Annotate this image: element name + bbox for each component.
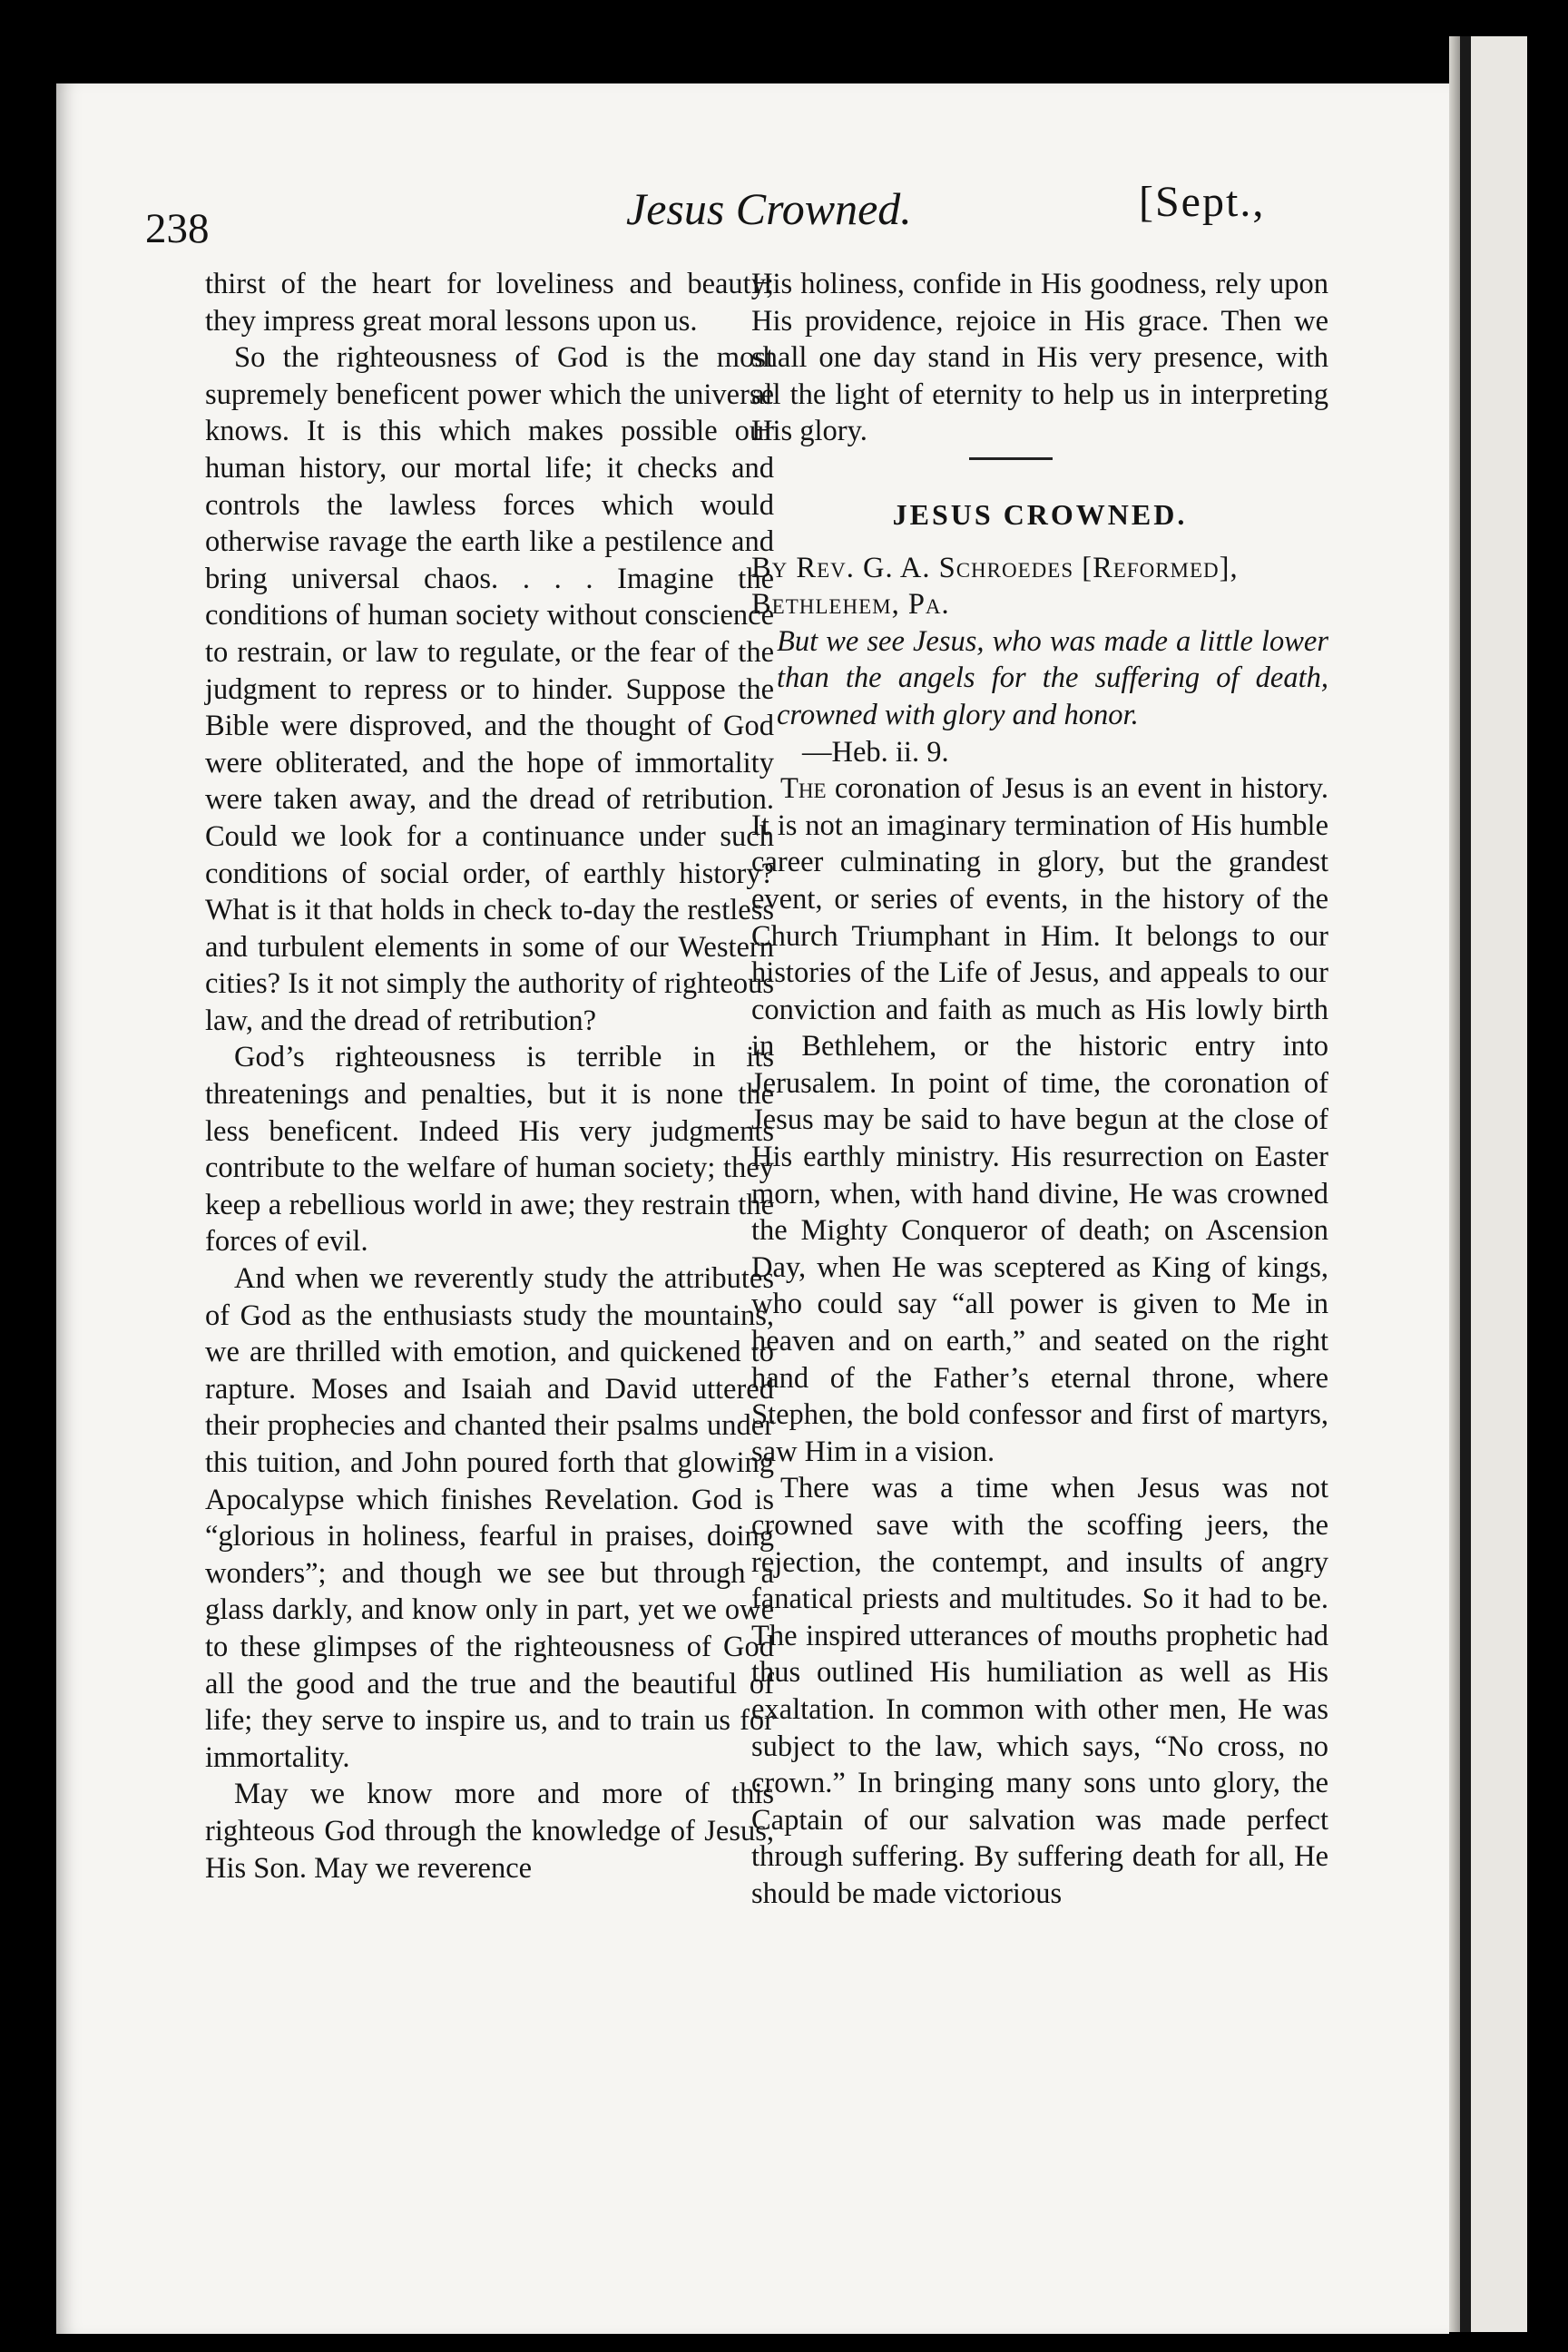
running-title: Jesus Crowned. xyxy=(626,183,912,234)
page-number: 238 xyxy=(145,205,210,252)
paragraph: And when we reverently study the attributes of God as the enthusiasts study the mountains, we are thrilled with emotion, and quickened to rapture. Moses and Isaiah and David uttered their prophecies and chanted their psalms under this tuition, and John poured forth that glowing Apocalypse which finishes Revelation. God is “glorious in holiness, fearful in praises, doing wonders”; and though we see but through a glass darkly, and know only in part, yet we owe to these glimpses of the righteousness of God all the good and the true and the beautiful of life; they serve to inspire us, and to train us for immortality. xyxy=(205,1262,774,1774)
paragraph: His holiness, confide in His goodness, rely upon His providence, rejoice in His grace. Then we shall one day stand in His very presence, with all the light of eternity to help us in interpreting His glory. xyxy=(751,268,1328,448)
epigraph-text: But we see Jesus, who was made a little lower than the angels for the suffering of death, crowned with glory and honor. xyxy=(777,624,1328,731)
paragraph xyxy=(751,770,1328,1470)
adjacent-page-strip xyxy=(1460,36,1527,2332)
epigraph-citation: —Heb. ii. 9. xyxy=(802,735,949,769)
lead-word: The xyxy=(780,772,827,806)
author-byline: By Rev. G. A. Schroedes [Reformed], Bethlehem, Pa. xyxy=(751,551,1239,622)
left-column xyxy=(205,266,774,1886)
paragraph: God’s righteousness is terrible in its threatenings and penalties, but it is none the less beneficent. Indeed His very judgments contribute to the welfare of human society; they keep a rebellious world in awe; they restrain the forces of evil. xyxy=(205,1041,774,1259)
right-column xyxy=(751,266,1328,1913)
paragraph-text: coronation of Jesus is an event in history. It is not an imaginary termination of His humble career culminating in glory, but the grandest event, or series of events, in the history of the Church Triumphant in Him. It belongs to our histories of the Life of Jesus, and appeals to our conviction and faith as much as His lowly birth in Bethlehem, or the historic entry into Jerusalem. In point of time, the coronation of Jesus may be said to have begun at the close of His earthly ministry. His resurrection on Easter morn, when, with hand divine, He was crowned the Mighty Conqueror of death; on Ascension Day, when He was sceptered as King of kings, who could say “all power is given to Me in heaven and on earth,” and seated on the right hand of the Father’s eternal throne, where Stephen, the bold confessor and first of martyrs, saw Him in a vision. xyxy=(751,772,1328,1468)
paragraph: There was a time when Jesus was not crowned save with the scoffing jeers, the rejection, the contempt, and insults of angry fanatical priests and multitudes. So it had to be. The inspired utterances of mouths prophetic had thus outlined His humiliation as well as His exaltation. In common with other men, He was subject to the law, which says, “No cross, no crown.” In bringing many sons unto glory, the Captain of our salvation was made perfect through suffering. By suffering death for all, He should be made victorious xyxy=(751,1472,1328,1910)
page-header xyxy=(145,168,1316,250)
paragraph: thirst of the heart for loveliness and beauty; they impress great moral lessons upon us. xyxy=(205,268,774,338)
article-title: JESUS CROWNED. xyxy=(892,497,1188,531)
epigraph xyxy=(751,623,1328,770)
paragraph: So the righteousness of God is the most supremely beneficent power which the universe knows. It is this which makes possible our human history, our mortal life; it checks and controls the lawless forces which would otherwise ravage the earth like a pestilence and bring universal chaos. . . . Imagine the conditions of human society without conscience to restrain, or law to regulate, or the fear of the judgment to repress or to hinder. Suppose the Bible were disproved, and the thought of God were obliterated, and the hope of immortality were taken away, and the dread of retribution. Could we look for a continuance under such conditions of social order, of earthly history? What is it that holds in check to-day the restless and turbulent elements in some of our Western cities? Is it not simply the authority of righteous law, and the dread of retribution? xyxy=(205,341,774,1037)
section-divider xyxy=(969,457,1053,460)
paragraph: May we know more and more of this righteous God through the knowledge of Jesus, His Son. May we reverence xyxy=(205,1778,774,1885)
page-edge xyxy=(1449,36,1460,2332)
running-date: [Sept., xyxy=(1139,178,1266,226)
